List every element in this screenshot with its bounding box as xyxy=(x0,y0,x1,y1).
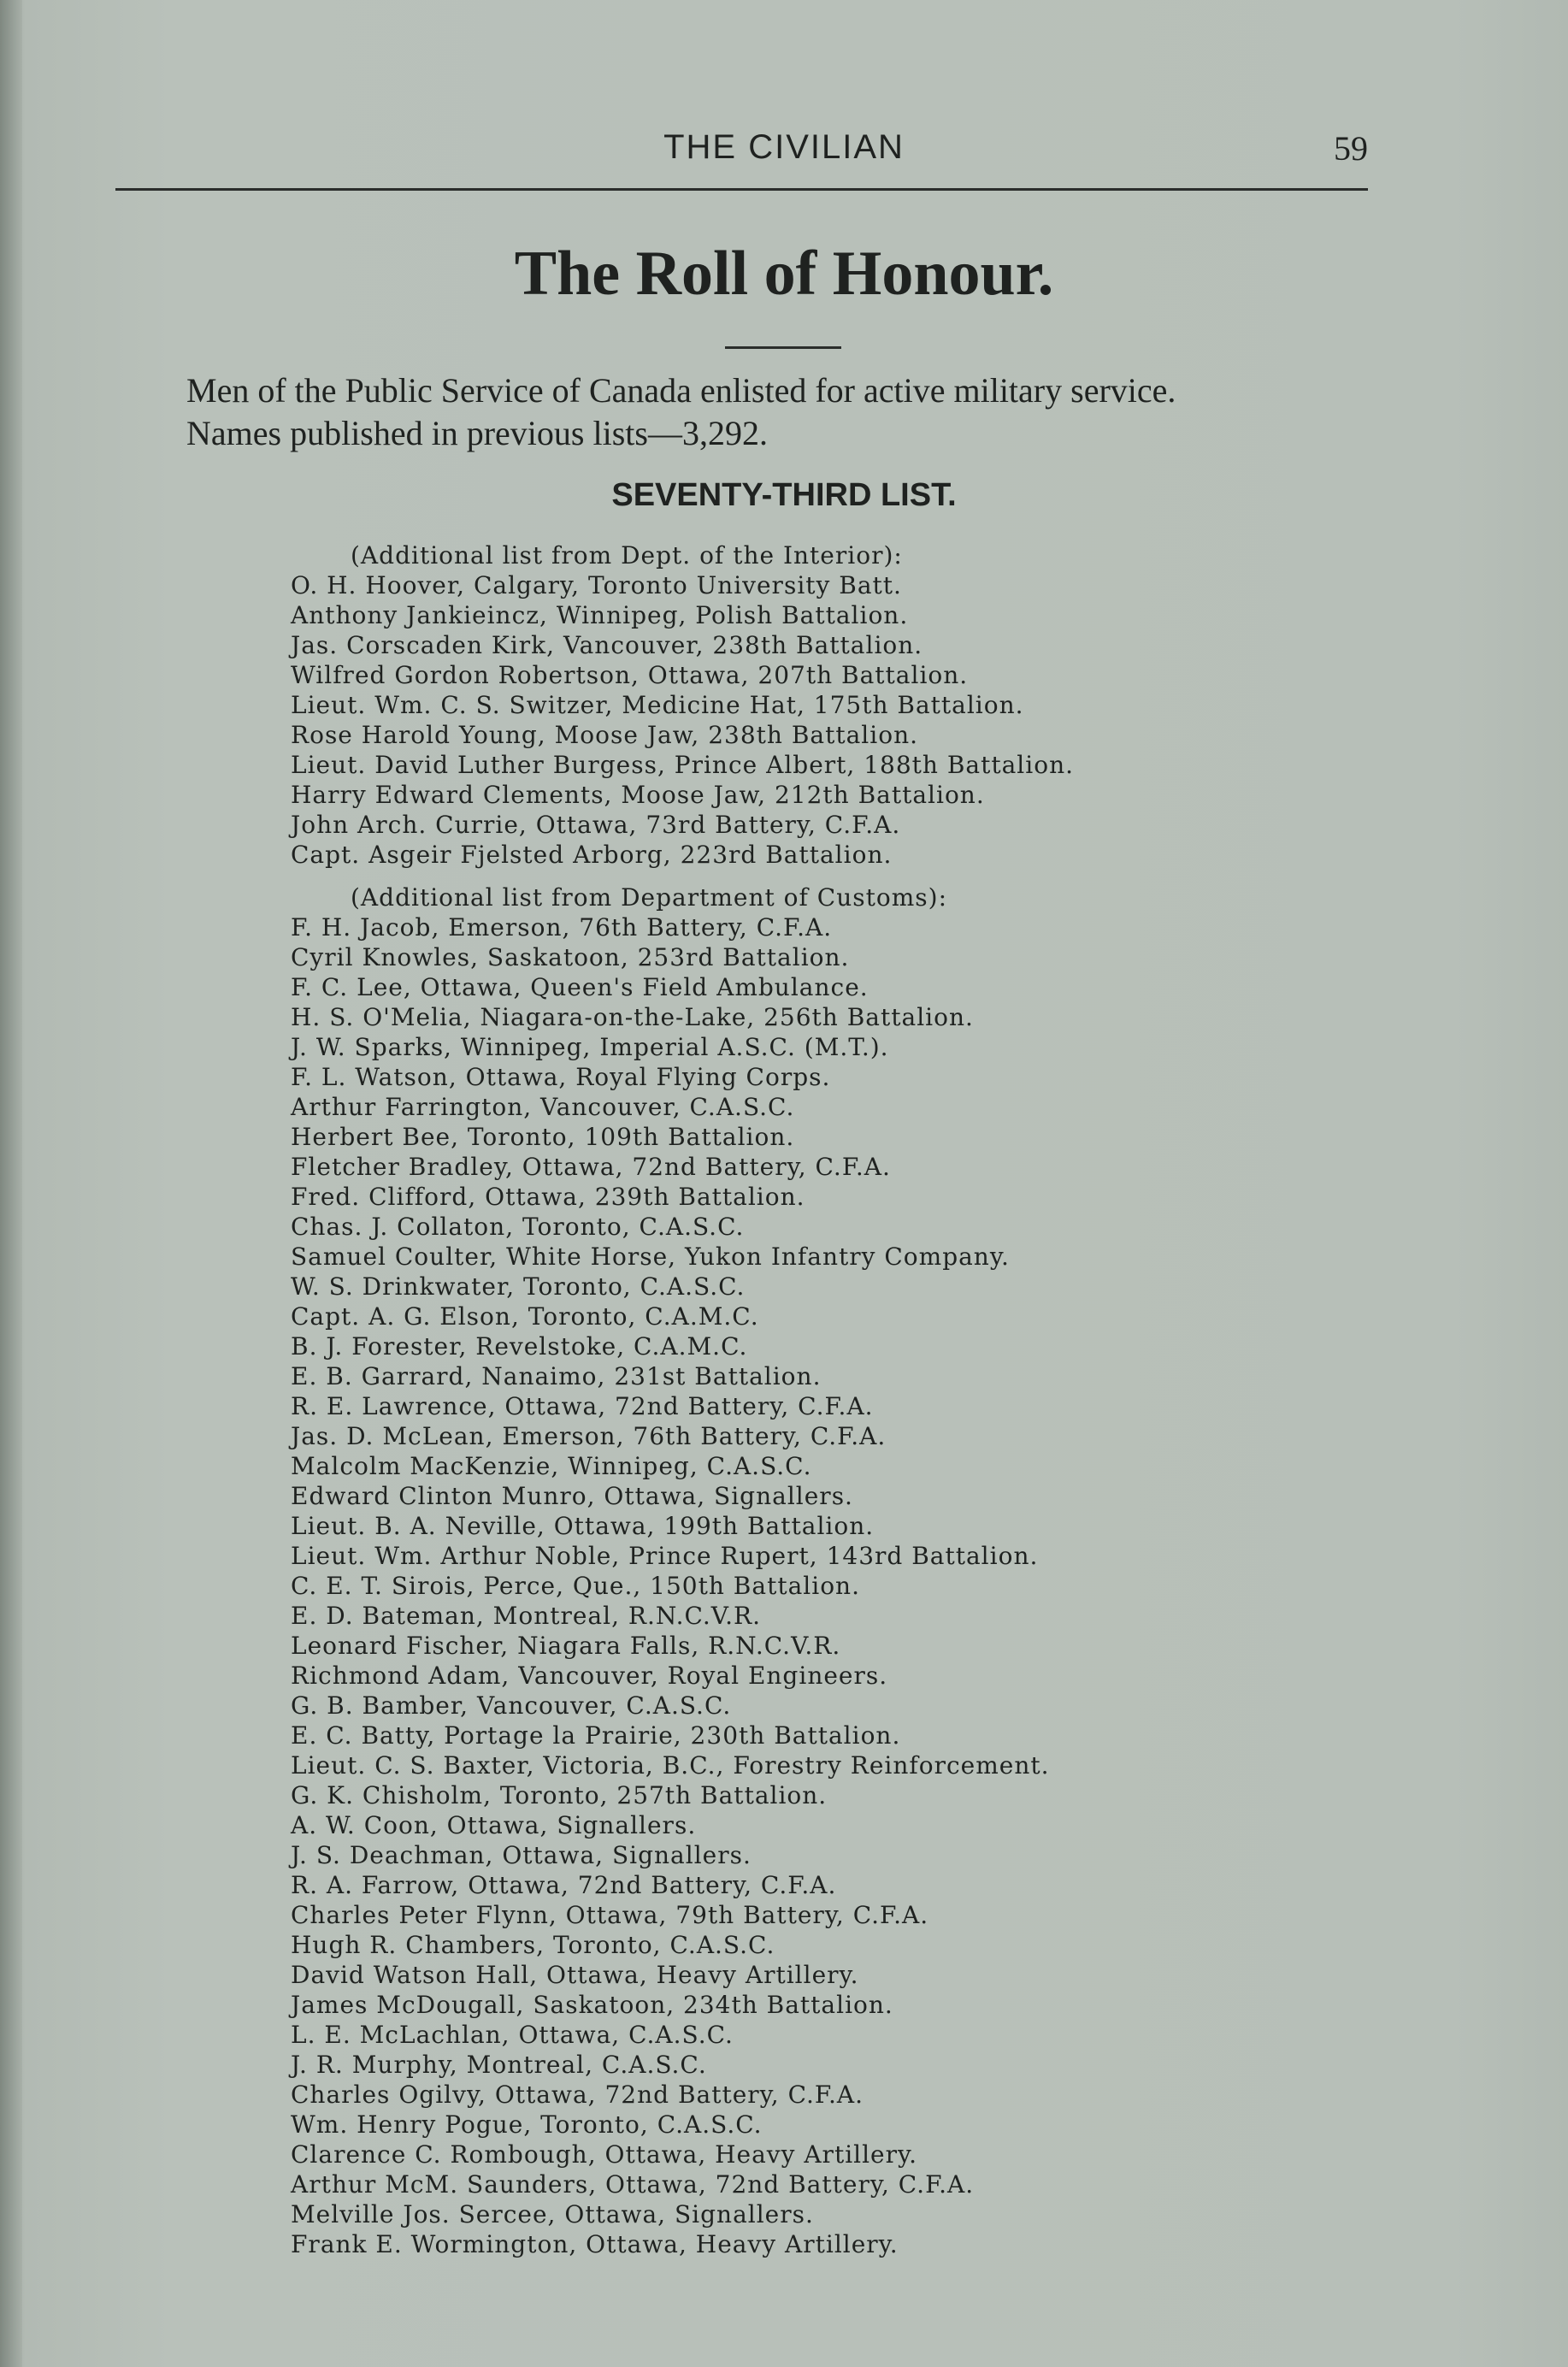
list-item: E. C. Batty, Portage la Prairie, 230th Battalion. xyxy=(291,1721,901,1750)
list-item: David Watson Hall, Ottawa, Heavy Artillery. xyxy=(291,1961,859,1989)
list-item: Chas. J. Collaton, Toronto, C.A.S.C. xyxy=(291,1213,745,1241)
list-item: Capt. A. G. Elson, Toronto, C.A.M.C. xyxy=(291,1302,759,1331)
list-item: Richmond Adam, Vancouver, Royal Engineers. xyxy=(291,1662,888,1690)
list-item: Charles Ogilvy, Ottawa, 72nd Battery, C.F.A. xyxy=(291,2081,864,2109)
section-customs xyxy=(291,882,1402,2259)
list-item: F. L. Watson, Ottawa, Royal Flying Corps. xyxy=(291,1063,831,1091)
list-item: Wilfred Gordon Robertson, Ottawa, 207th Battalion. xyxy=(291,661,969,689)
list-item: Herbert Bee, Toronto, 109th Battalion. xyxy=(291,1123,795,1151)
list-item: Lieut. C. S. Baxter, Victoria, B.C., Forestry Reinforcement. xyxy=(291,1751,1050,1780)
intro-line: Names published in previous lists—3,292. xyxy=(186,414,768,452)
section-interior xyxy=(291,540,1402,870)
list-item: Fletcher Bradley, Ottawa, 72nd Battery, C.F.A. xyxy=(291,1153,891,1181)
list-item: Frank E. Wormington, Ottawa, Heavy Artillery. xyxy=(291,2230,899,2258)
list-item: Rose Harold Young, Moose Jaw, 238th Battalion. xyxy=(291,721,918,749)
list-item: A. W. Coon, Ottawa, Signallers. xyxy=(291,1811,697,1839)
list-item: Jas. Corscaden Kirk, Vancouver, 238th Battalion. xyxy=(291,631,923,659)
list-item: J. R. Murphy, Montreal, C.A.S.C. xyxy=(291,2051,707,2079)
list-item: Anthony Jankieincz, Winnipeg, Polish Battalion. xyxy=(291,601,909,629)
running-title: THE CIVILIAN xyxy=(663,128,905,166)
list-item: John Arch. Currie, Ottawa, 73rd Battery, C.F.A. xyxy=(291,811,901,839)
list-item: Melville Jos. Sercee, Ottawa, Signallers. xyxy=(291,2200,814,2228)
list-item: Charles Peter Flynn, Ottawa, 79th Battery, C.F.A. xyxy=(291,1901,929,1929)
list-item: Lieut. David Luther Burgess, Prince Albert, 188th Battalion. xyxy=(291,751,1075,779)
list-item: Lieut. Wm. C. S. Switzer, Medicine Hat, 175th Battalion. xyxy=(291,691,1024,719)
list-item: Edward Clinton Munro, Ottawa, Signallers. xyxy=(291,1482,853,1510)
section-note: (Additional list from Dept. of the Interior): xyxy=(351,541,903,570)
list-item: J. W. Sparks, Winnipeg, Imperial A.S.C. (M.T.). xyxy=(291,1033,889,1061)
list-item: J. S. Deachman, Ottawa, Signallers. xyxy=(291,1841,752,1869)
title-rule xyxy=(725,346,841,349)
list-item: O. H. Hoover, Calgary, Toronto University Batt. xyxy=(291,571,902,599)
list-item: Cyril Knowles, Saskatoon, 253rd Battalion. xyxy=(291,943,850,971)
list-item: Clarence C. Rombough, Ottawa, Heavy Artillery. xyxy=(291,2140,918,2169)
list-item: H. S. O'Melia, Niagara-on-the-Lake, 256th Battalion. xyxy=(291,1003,974,1031)
list-item: Capt. Asgeir Fjelsted Arborg, 223rd Battalion. xyxy=(291,841,893,869)
list-item: G. B. Bamber, Vancouver, C.A.S.C. xyxy=(291,1691,732,1720)
list-item: E. D. Bateman, Montreal, R.N.C.V.R. xyxy=(291,1602,762,1630)
intro-line: Men of the Public Service of Canada enlisted for active military service. xyxy=(186,371,1176,410)
list-item: L. E. McLachlan, Ottawa, C.A.S.C. xyxy=(291,2021,734,2049)
list-item: Arthur McM. Saunders, Ottawa, 72nd Battery, C.F.A. xyxy=(291,2170,975,2199)
list-item: Fred. Clifford, Ottawa, 239th Battalion. xyxy=(291,1183,805,1211)
list-item: F. H. Jacob, Emerson, 76th Battery, C.F.A. xyxy=(291,913,833,941)
page-number: 59 xyxy=(1334,129,1368,168)
list-item: Arthur Farrington, Vancouver, C.A.S.C. xyxy=(291,1093,795,1121)
list-item: Hugh R. Chambers, Toronto, C.A.S.C. xyxy=(291,1931,775,1959)
list-item: Lieut. Wm. Arthur Noble, Prince Rupert, 143rd Battalion. xyxy=(291,1542,1039,1570)
section-note: (Additional list from Department of Customs): xyxy=(351,883,947,912)
header-rule xyxy=(115,188,1368,191)
intro-paragraph xyxy=(186,369,1383,455)
article-title: The Roll of Honour. xyxy=(514,239,1054,309)
list-heading: SEVENTY-THIRD LIST. xyxy=(611,477,957,513)
list-item: R. A. Farrow, Ottawa, 72nd Battery, C.F.A. xyxy=(291,1871,837,1899)
list-item: Samuel Coulter, White Horse, Yukon Infantry Company. xyxy=(291,1243,1010,1271)
list-item: Jas. D. McLean, Emerson, 76th Battery, C.F.A. xyxy=(291,1422,887,1450)
list-item: Lieut. B. A. Neville, Ottawa, 199th Battalion. xyxy=(291,1512,875,1540)
list-item: Leonard Fischer, Niagara Falls, R.N.C.V.R. xyxy=(291,1632,841,1660)
list-item: James McDougall, Saskatoon, 234th Battalion. xyxy=(291,1991,893,2019)
list-item: R. E. Lawrence, Ottawa, 72nd Battery, C.F.A. xyxy=(291,1392,874,1420)
list-item: F. C. Lee, Ottawa, Queen's Field Ambulance. xyxy=(291,973,869,1001)
list-item: E. B. Garrard, Nanaimo, 231st Battalion. xyxy=(291,1362,822,1390)
list-item: G. K. Chisholm, Toronto, 257th Battalion. xyxy=(291,1781,828,1809)
list-item: Malcolm MacKenzie, Winnipeg, C.A.S.C. xyxy=(291,1452,812,1480)
book-spine-shadow xyxy=(0,0,22,2367)
list-item: B. J. Forester, Revelstoke, C.A.M.C. xyxy=(291,1332,748,1361)
list-item: Harry Edward Clements, Moose Jaw, 212th Battalion. xyxy=(291,781,985,809)
list-item: Wm. Henry Pogue, Toronto, C.A.S.C. xyxy=(291,2110,763,2139)
list-item: C. E. T. Sirois, Perce, Que., 150th Battalion. xyxy=(291,1572,860,1600)
list-item: W. S. Drinkwater, Toronto, C.A.S.C. xyxy=(291,1272,746,1301)
